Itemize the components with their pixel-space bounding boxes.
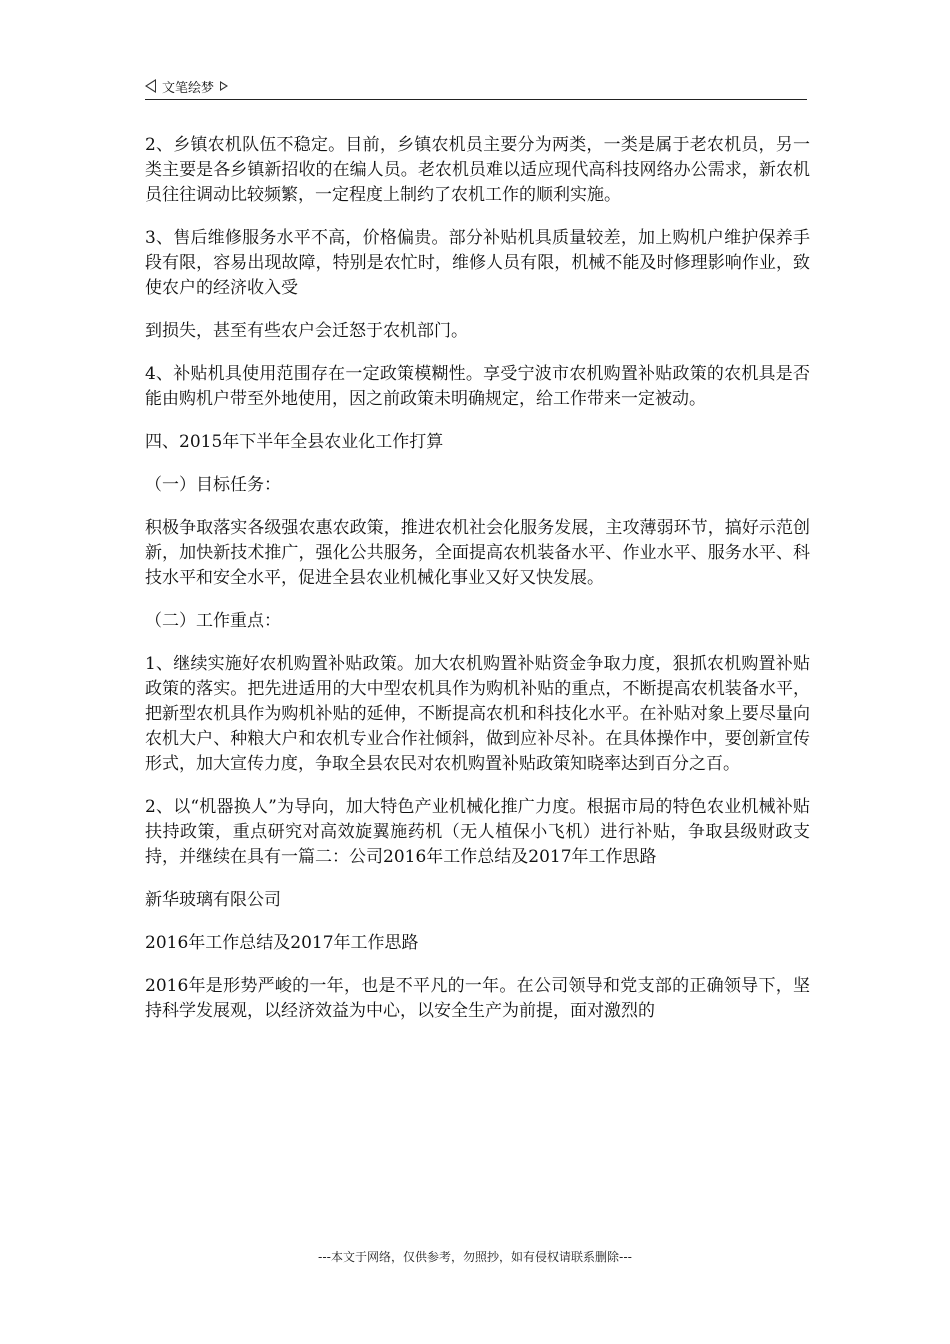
subsection-heading: （二）工作重点： xyxy=(145,611,281,631)
paragraph: 2、以“机器换人”为导向，加大特色产业机械化推广力度。根据市局的特色农业机械补贴扶持政策，重点研究对高效旋翼施药机（无人植保小飞机）进行补贴，争取县级财政支持，并继续在具有一篇二：公司2016年工作总结及2017年工作思路 xyxy=(145,797,810,867)
paragraph: 1、继续实施好农机购置补贴政策。加大农机购置补贴资金争取力度，狠抓农机购置补贴政策的落实。把先进适用的大中型农机具作为购机补贴的重点，不断提高农机装备水平，把新型农机具作为购机补贴的延伸，不断提高农机和科技化水平。在补贴对象上要尽量向农机大户、种粮大户和农机专业合作社倾斜，做到应补尽补。在具体操作中，要创新宣传形式，加大宣传力度，争取全县农民对农机购置补贴政策知晓率达到百分之百。 xyxy=(145,654,810,774)
section-heading: 四、2015年下半年全县农业化工作打算 xyxy=(145,432,444,452)
paragraph: 2016年是形势严峻的一年，也是不平凡的一年。在公司领导和党支部的正确领导下，坚持科学发展观，以经济效益为中心，以安全生产为前提，面对激烈的 xyxy=(145,976,810,1021)
page-header xyxy=(145,73,807,100)
paragraph: 积极争取落实各级强农惠农政策，推进农机社会化服务发展，主攻薄弱环节，搞好示范创新，加快新技术推广，强化公共服务，全面提高农机装备水平、作业水平、服务水平、科技水平和安全水平，促进全县农业机械化事业又好又快发展。 xyxy=(145,518,810,588)
page-footer: ---本文于网络，仅供参考，勿照抄，如有侵权请联系删除--- xyxy=(318,1250,632,1264)
company-name: 新华玻璃有限公司 xyxy=(145,890,281,910)
triangle-left-icon xyxy=(145,79,156,93)
paragraph: 到损失，甚至有些农户会迁怒于农机部门。 xyxy=(145,321,468,341)
report-title: 2016年工作总结及2017年工作思路 xyxy=(145,933,419,953)
paragraph: 4、补贴机具使用范围存在一定政策模糊性。享受宁波市农机购置补贴政策的农机具是否能由购机户带至外地使用，因之前政策未明确规定，给工作带来一定被动。 xyxy=(145,364,810,409)
paragraph: 2、乡镇农机队伍不稳定。目前，乡镇农机员主要分为两类，一类是属于老农机员，另一类主要是各乡镇新招收的在编人员。老农机员难以适应现代高科技网络办公需求，新农机员往往调动比较频繁，一定程度上制约了农机工作的顺利实施。 xyxy=(145,135,810,205)
header-title: 文笔绘梦 xyxy=(162,80,215,96)
triangle-right-icon xyxy=(220,81,228,91)
document-body xyxy=(145,133,810,1042)
subsection-heading: （一）目标任务： xyxy=(145,475,281,495)
paragraph: 3、售后维修服务水平不高，价格偏贵。部分补贴机具质量较差，加上购机户维护保养手段有限，容易出现故障，特别是农忙时，维修人员有限，机械不能及时修理影响作业，致使农户的经济收入受 xyxy=(145,228,810,298)
